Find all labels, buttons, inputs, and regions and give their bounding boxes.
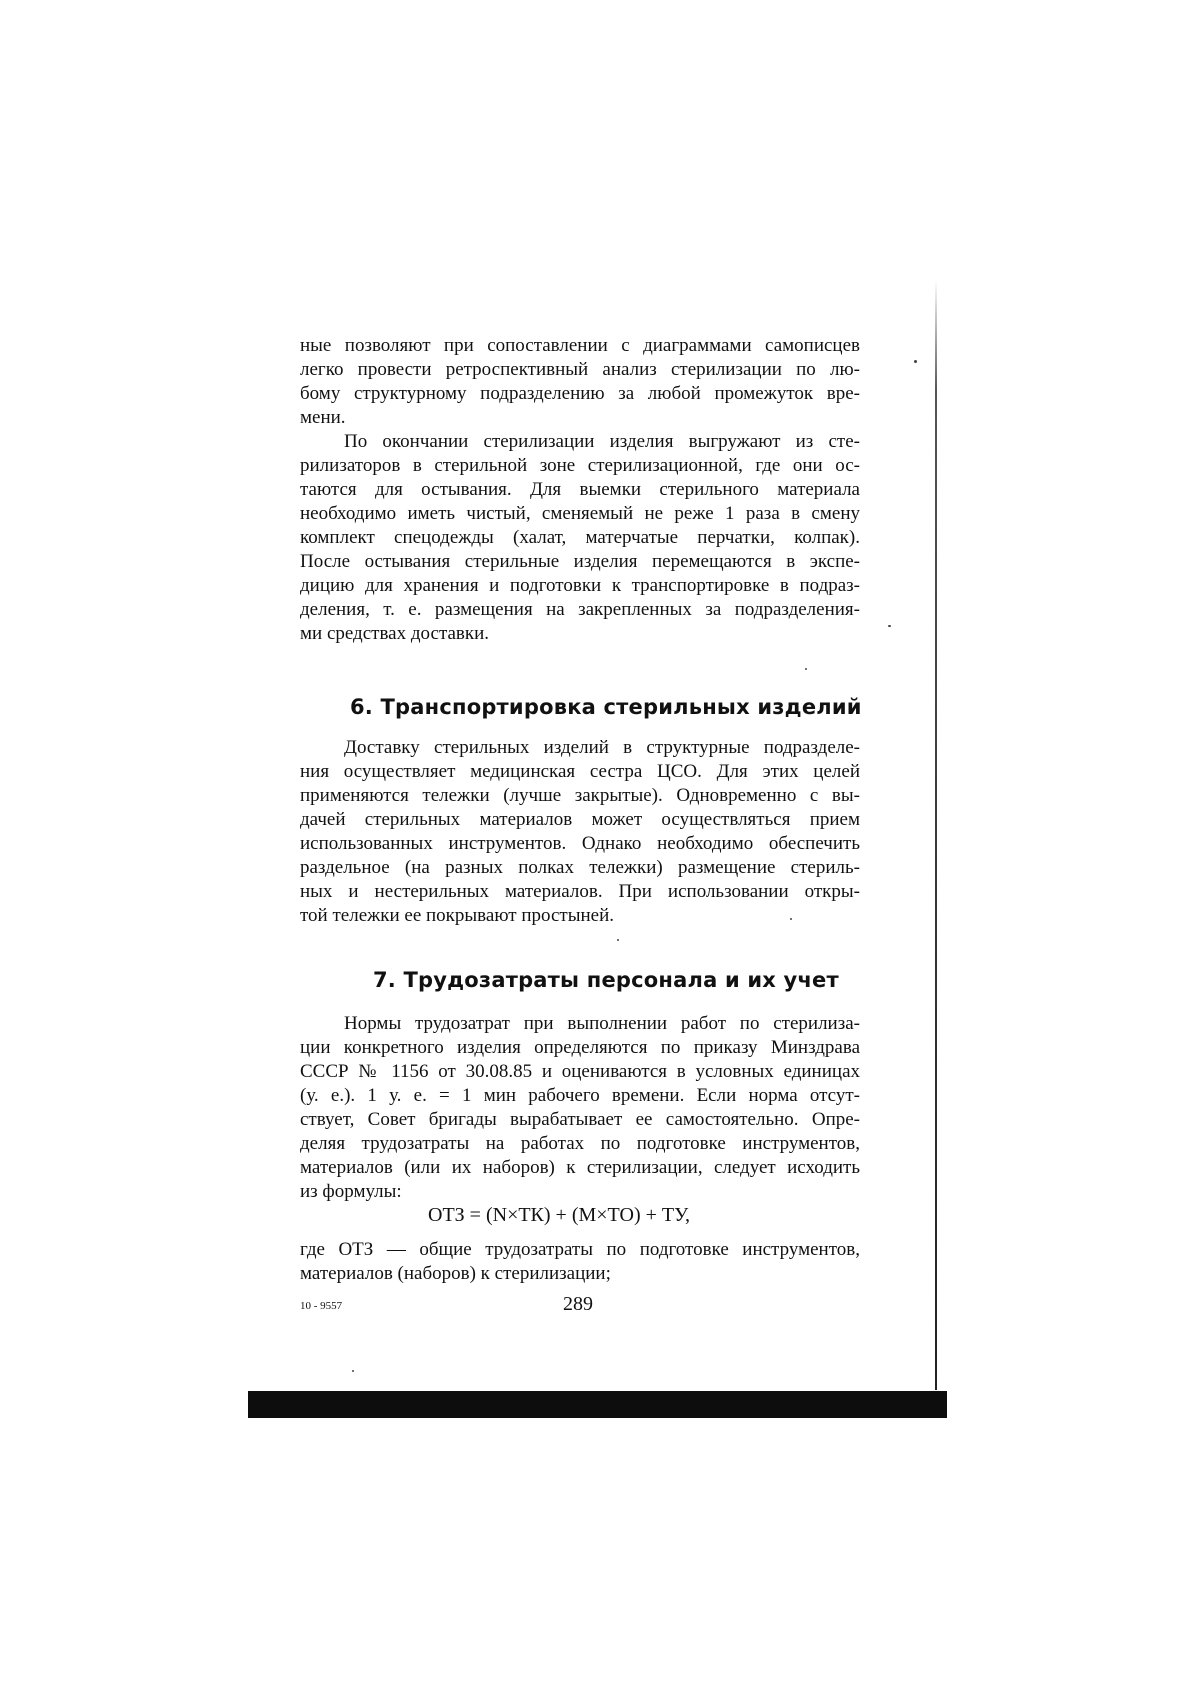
- paragraph: [300, 334, 860, 430]
- text-line: материалов (наборов) к стерилизации;: [300, 1263, 611, 1284]
- text-line: Нормы трудозатрат при выполнении работ по стерилиза-: [344, 1013, 860, 1034]
- formula-explanation: [300, 1238, 860, 1286]
- scan-speck: [888, 625, 891, 627]
- text-line: необходимо иметь чистый, сменяемый не реже 1 раза в смену: [300, 503, 860, 524]
- scan-speck: [914, 360, 917, 363]
- text-line: из формулы:: [300, 1181, 402, 1202]
- scan-edge-shadow: [935, 280, 937, 1390]
- text-line: рилизаторов в стерильной зоне стерилизационной, где они ос-: [300, 455, 860, 476]
- paragraph: [300, 1238, 860, 1286]
- text-line: той тележки ее покрывают простыней.: [300, 905, 614, 926]
- scan-speck: [617, 939, 619, 941]
- text-line: По окончании стерилизации изделия выгружают из сте-: [344, 431, 860, 452]
- text-line: мени.: [300, 407, 346, 428]
- text-line: После остывания стерильные изделия перемещаются в экспе-: [300, 551, 860, 572]
- paragraph: [300, 1012, 860, 1204]
- text-line: где ОТЗ — общие трудозатраты по подготовке инструментов,: [300, 1239, 860, 1260]
- text-line: дачей стерильных материалов может осуществляться прием: [300, 809, 860, 830]
- text-line: комплект спецодежды (халат, матерчатые перчатки, колпак).: [300, 527, 860, 548]
- text-line: легко провести ретроспективный анализ стерилизации по лю-: [300, 359, 860, 380]
- scan-bottom-shadow: [248, 1391, 947, 1418]
- section-7-body: [300, 1012, 860, 1204]
- text-line: дицию для хранения и подготовки к транспортировке в подраз-: [300, 575, 860, 596]
- formula: ОТЗ = (N×ТК) + (M×ТО) + ТУ,: [428, 1204, 691, 1226]
- section-6-body: [300, 736, 860, 928]
- scan-speck: [790, 918, 792, 920]
- section-heading-6: 6. Транспортировка стерильных изделий: [350, 695, 862, 719]
- page-number: 289: [563, 1293, 593, 1315]
- text-line: раздельное (на разных полках тележки) размещение стериль-: [300, 857, 860, 878]
- text-line: использованных инструментов. Однако необходимо обеспечить: [300, 833, 860, 854]
- print-signature: 10 - 9557: [300, 1300, 343, 1312]
- text-line: ния осуществляет медицинская сестра ЦСО. Для этих целей: [300, 761, 860, 782]
- paragraph: [300, 430, 860, 646]
- text-line: ные позволяют при сопоставлении с диаграммами самописцев: [300, 335, 860, 356]
- text-line: ции конкретного изделия определяются по приказу Минздрава: [300, 1037, 860, 1058]
- text-line: бому структурному подразделению за любой промежуток вре-: [300, 383, 860, 404]
- text-line: СССР № 1156 от 30.08.85 и оцениваются в условных единицах: [300, 1061, 860, 1082]
- scan-speck: [352, 1370, 354, 1372]
- paragraph: [300, 736, 860, 928]
- text-line: таются для остывания. Для выемки стерильного материала: [300, 479, 860, 500]
- text-line: Доставку стерильных изделий в структурные подразделе-: [344, 737, 860, 758]
- paragraph-continuation: [300, 334, 860, 646]
- section-heading-7: 7. Трудозатраты персонала и их учет: [373, 968, 839, 992]
- text-line: ствует, Совет бригады вырабатывает ее самостоятельно. Опре-: [300, 1109, 860, 1130]
- text-line: материалов (или их наборов) к стерилизации, следует исходить: [300, 1157, 860, 1178]
- text-line: деления, т. е. размещения на закрепленных за подразделения-: [300, 599, 860, 620]
- text-line: (у. е.). 1 у. е. = 1 мин рабочего времени. Если норма отсут-: [300, 1085, 860, 1106]
- scan-speck: [805, 668, 807, 670]
- text-line: деляя трудозатраты на работах по подготовке инструментов,: [300, 1133, 860, 1154]
- text-line: ми средствах доставки.: [300, 623, 490, 644]
- text-line: применяются тележки (лучше закрытые). Одновременно с вы-: [300, 785, 860, 806]
- text-line: ных и нестерильных материалов. При использовании откры-: [300, 881, 860, 902]
